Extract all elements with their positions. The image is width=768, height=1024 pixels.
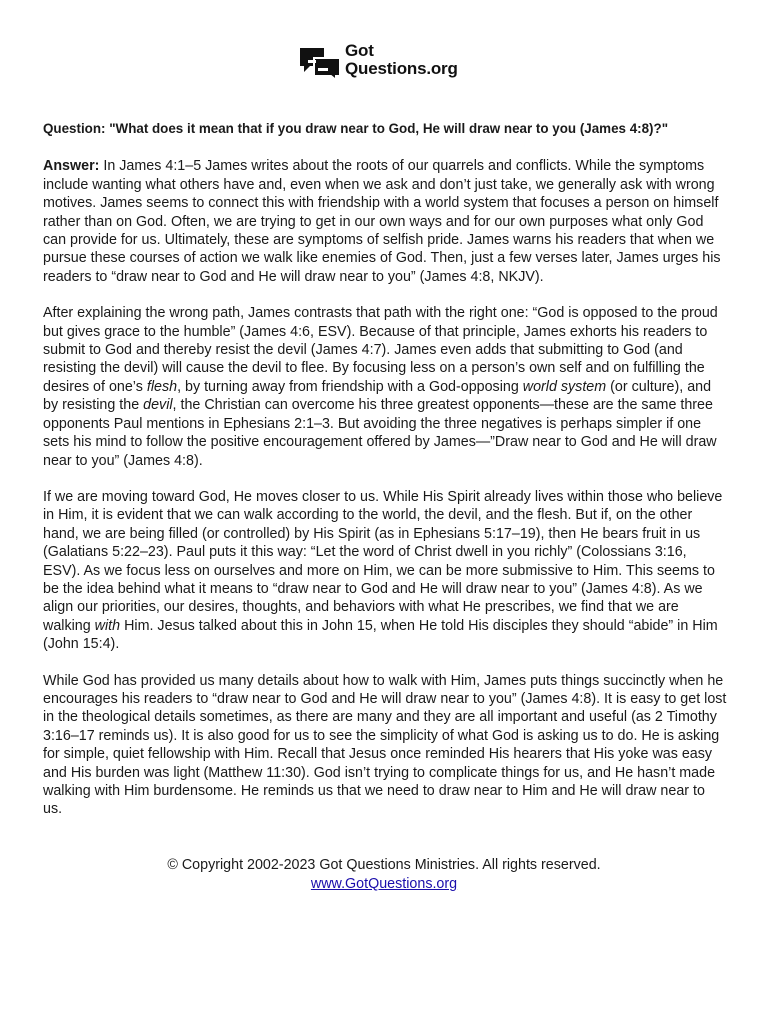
logo-line-1: Got xyxy=(345,41,374,60)
paragraph-text: , by turning away from friendship with a God-opposing xyxy=(177,378,523,395)
answer-label: Answer: xyxy=(43,158,100,175)
paragraph-text: (or culture), and by resisting the xyxy=(43,378,712,414)
paragraph-text: In James 4:1–5 James writes about the roots of our quarrels and conflicts. While the symptoms include wanting what others have and, even when we ask and don’t just take, we generally ask with wrong motives. James seems to connect this with friendship with a world system that focuses a person on himself rather than on God. Often, we are trying to get in our own ways and for our own purposes what only God can provide for us. Ultimately, these are symptoms of selfish pride. James warns his readers that when we pursue these courses of action we walk like enemies of God. Then, just a few verses later, James urges his readers to “draw near to God and He will draw near to you” (James 4:8, NKJV). xyxy=(43,158,721,285)
emphasis-devil: devil xyxy=(143,397,173,414)
emphasis-world-system: world system xyxy=(522,378,607,395)
paragraph-text: While God has provided us many details about how to walk with Him, James puts things succinctly when he encourages his readers to “draw near to God and He will draw near to you” (James 4:8). It is easy to get lost in the theological details sometimes, as there are many and they are all important and useful (as 2 Timothy 3:16–17 reminds us). It is also good for us to see the simplicity of what God is asking us to do. He is asking for simple, quiet fellowship with Him. Recall that Jesus once reminded His hearers that His yoke was easy and His burden was light (Matthew 11:30). God isn’t trying to complicate things for us, and He hasn’t made walking with Him burdensome. He reminds us that we need to draw near to Him and He will draw near to us. xyxy=(43,672,727,818)
page-footer xyxy=(0,856,768,894)
answer-paragraph-1 xyxy=(43,157,727,286)
logo-line-2: Questions.org xyxy=(345,59,458,78)
question-heading: Question: "What does it mean that if you draw near to God, He will draw near to you (James 4:8)?" xyxy=(43,121,669,136)
paragraph-text: If we are moving toward God, He moves closer to us. While His Spirit already lives within those who believe in Him, it is evident that we can walk according to the world, the devil, and the flesh. But if, on the other hand, we are being filled (or controlled) by His Spirit (as in Ephesians 5:17–19), then He bears fruit in us (Galatians 5:22–23). Paul puts it this way: “Let the word of Christ dwell in you richly” (Colossians 3:16, ESV). As we focus less on ourselves and more on Him, we can be more submissive to Him. This seems to be the idea behind what it means to “draw near to God and He will draw near to you” (James 4:8). As we align our priorities, our desires, thoughts, and behaviors with what He prescribes, we find that we are walking xyxy=(43,488,723,634)
gotquestions-logo xyxy=(298,42,478,82)
answer-paragraph-3 xyxy=(43,488,727,654)
answer-paragraph-2 xyxy=(43,304,727,470)
emphasis-with: with xyxy=(94,617,121,634)
logo-text xyxy=(345,42,458,78)
speech-bubbles-icon xyxy=(298,44,342,80)
answer-paragraph-4 xyxy=(43,672,727,819)
website-link[interactable]: www.GotQuestions.org xyxy=(310,876,458,892)
paragraph-text: , the Christian can overcome his three greatest opponents—these are the same three opponents Paul mentions in Ephesians 2:1–3. But avoiding the three negatives is perhaps simpler if one sets his mind to follow the positive encouragement offered by James—”Draw near to God and He will draw near to you” (James 4:8). xyxy=(43,397,717,469)
emphasis-flesh: flesh xyxy=(146,378,178,395)
paragraph-text: After explaining the wrong path, James contrasts that path with the right one: “God is opposed to the proud but gives grace to the humble” (James 4:6, ESV). Because of that principle, James exhorts his readers to submit to God and thereby resist the devil (James 4:7). James even adds that submitting to God (and resisting the devil) will cause the devil to flee. By focusing less on a person’s own self and on fulfilling the desires of one’s xyxy=(43,305,718,395)
article-body xyxy=(43,120,727,837)
paragraph-text: Him. Jesus talked about this in John 15, when He told His disciples they should “abide” in Him (John 15:4). xyxy=(43,617,718,653)
copyright-text: © Copyright 2002-2023 Got Questions Ministries. All rights reserved. xyxy=(167,857,601,873)
